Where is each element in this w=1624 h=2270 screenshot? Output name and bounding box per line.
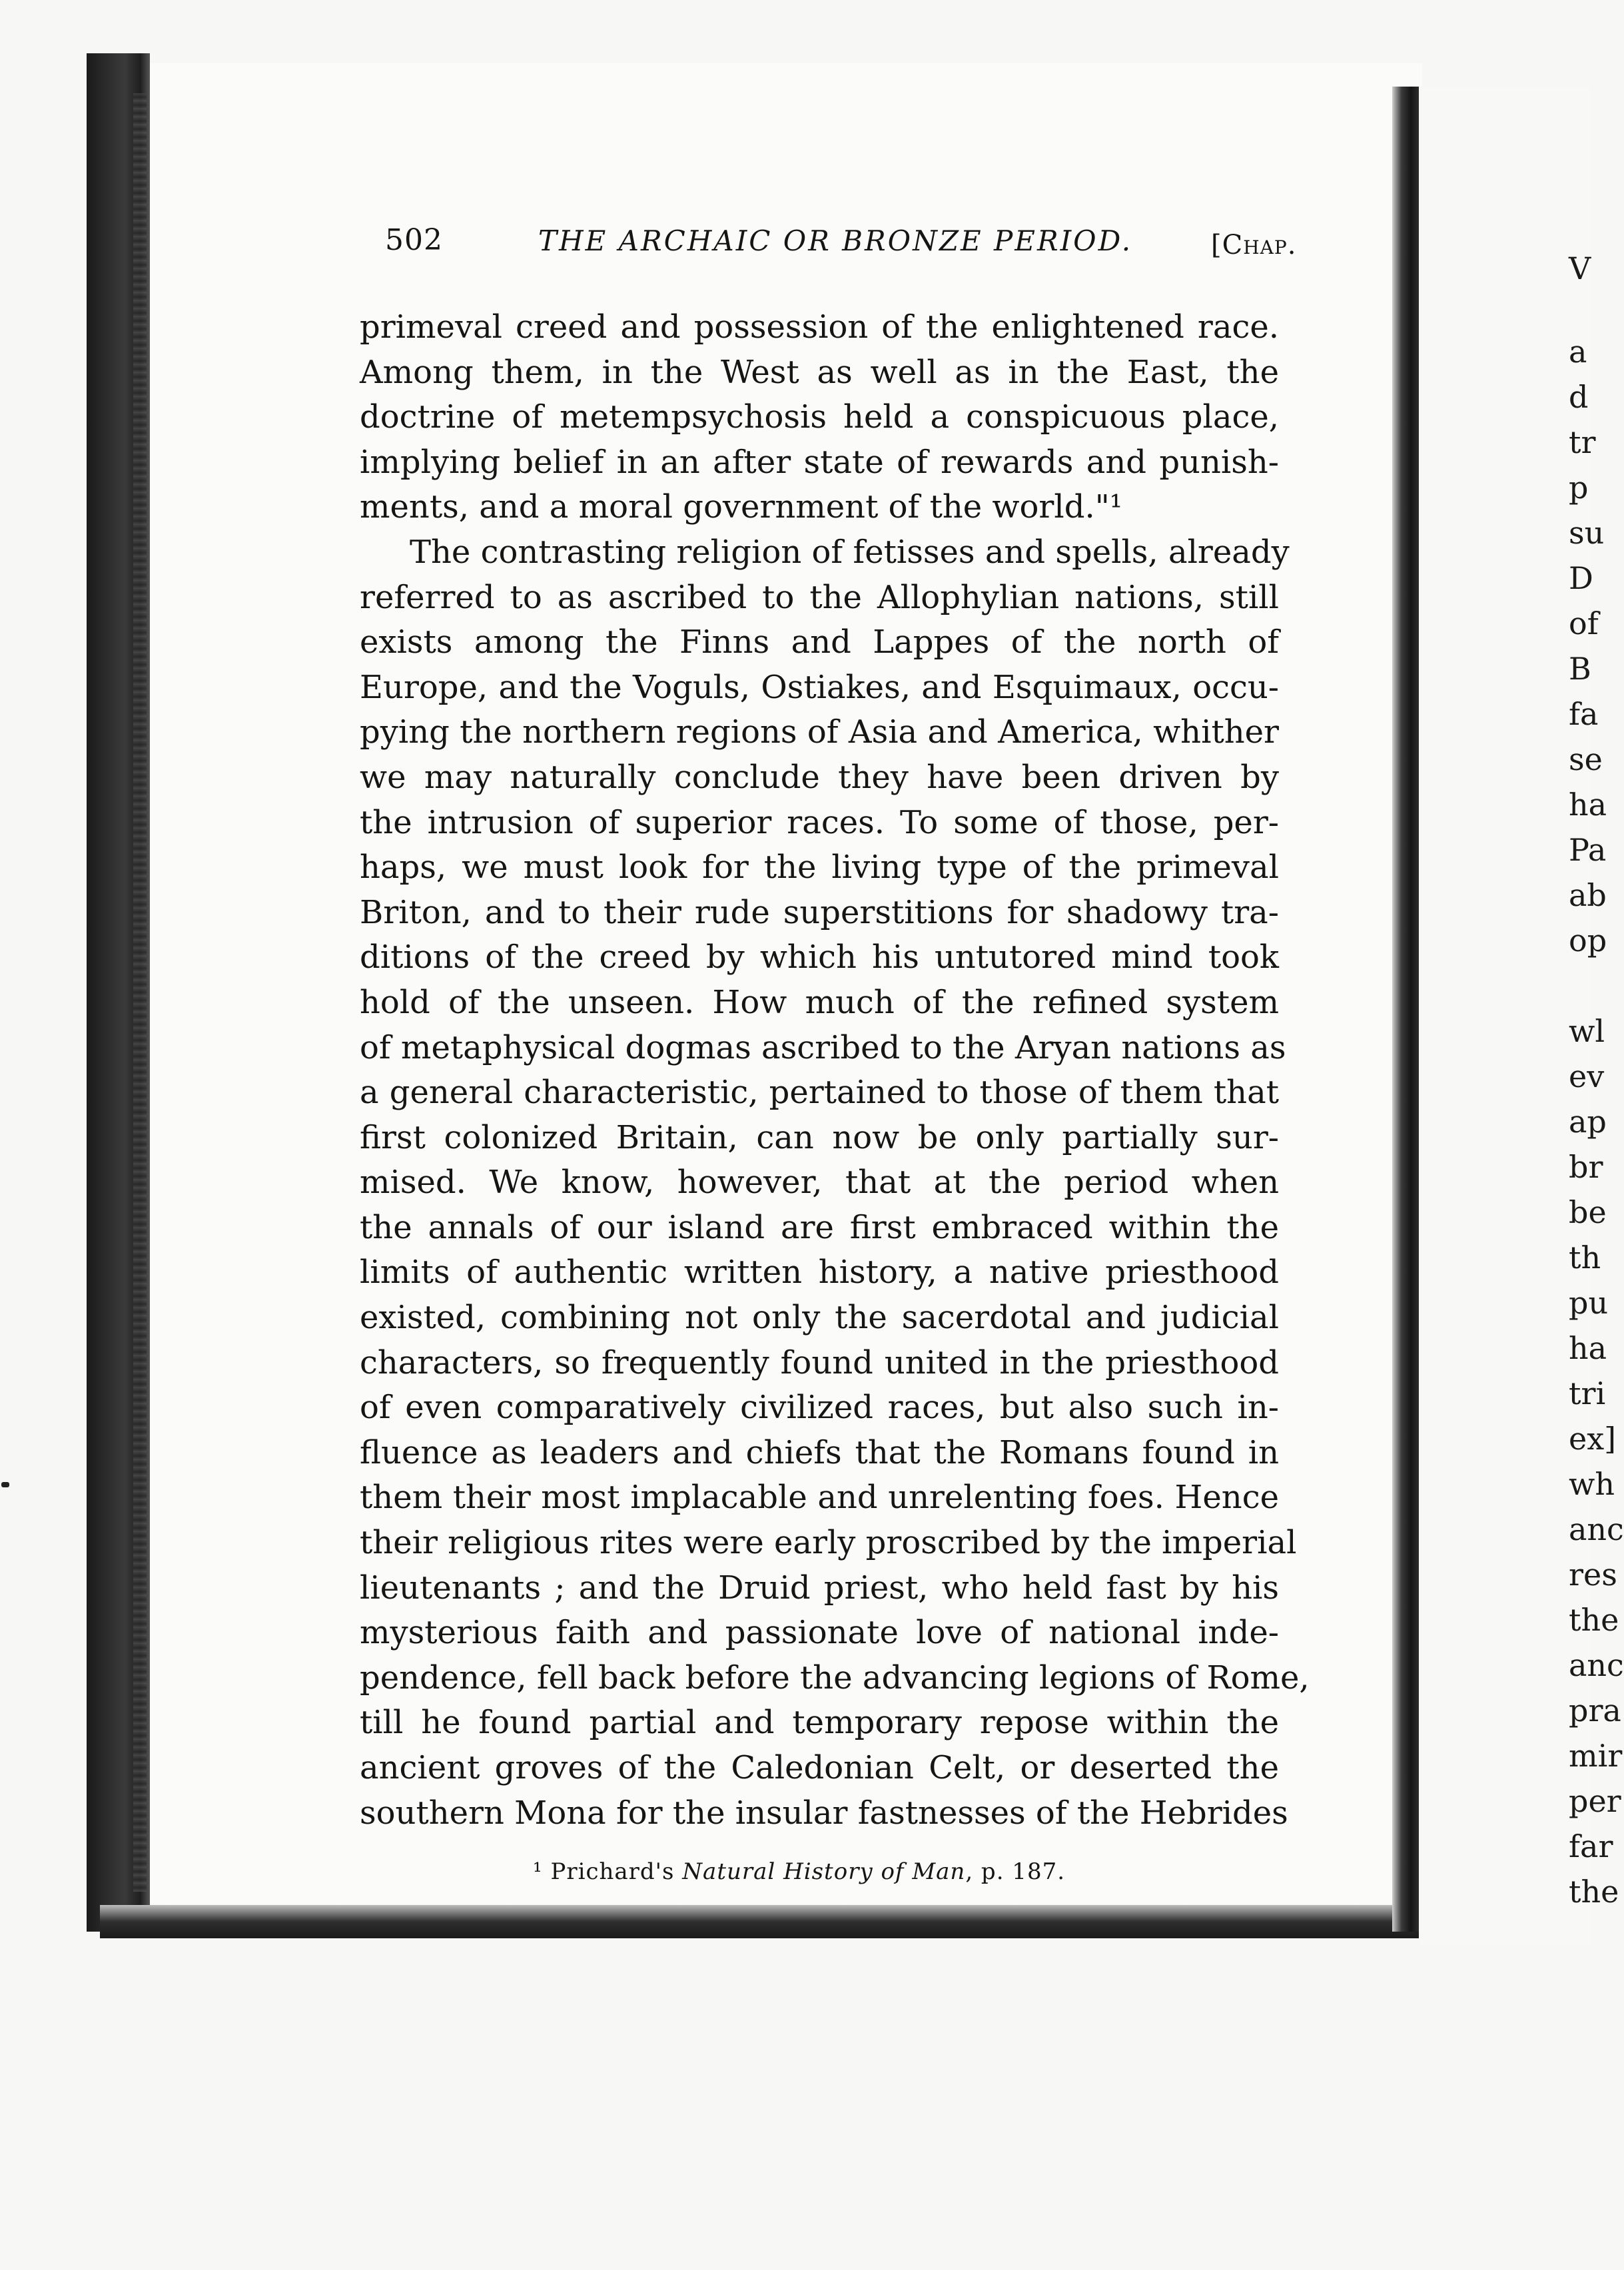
spine-edge bbox=[133, 93, 147, 1892]
facing-page-line-fragment: pu bbox=[1569, 1285, 1609, 1321]
text-line: first colonized Britain, can now be only partially sur- bbox=[360, 1118, 1279, 1156]
text-line: hold of the unseen. How much of the refined system bbox=[360, 983, 1279, 1021]
facing-page-line-fragment: wl bbox=[1569, 1013, 1605, 1049]
facing-page-line-fragment: pra bbox=[1569, 1693, 1621, 1728]
text-line: of even comparatively civilized races, but also such in- bbox=[360, 1389, 1279, 1427]
facing-page-line-fragment: tri bbox=[1569, 1375, 1606, 1411]
text-line: lieutenants ; and the Druid priest, who held fast by his bbox=[360, 1569, 1279, 1607]
facing-page-line-fragment: ha bbox=[1569, 1330, 1607, 1366]
facing-page-line-fragment: tr bbox=[1569, 424, 1596, 460]
facing-page-line-fragment: the bbox=[1569, 1874, 1619, 1910]
text-line: a general characteristic, pertained to those of them that bbox=[360, 1074, 1279, 1112]
text-line: we may naturally conclude they have been driven by bbox=[360, 758, 1279, 796]
text-line: of metaphysical dogmas ascribed to the Aryan nations as bbox=[360, 1028, 1286, 1066]
facing-page-line-fragment: su bbox=[1569, 515, 1605, 551]
facing-page-line-fragment: ap bbox=[1569, 1104, 1607, 1140]
facing-page-line-fragment: ha bbox=[1569, 787, 1607, 823]
facing-page-line-fragment: ex] bbox=[1569, 1421, 1617, 1457]
facing-page-line-fragment: ev bbox=[1569, 1058, 1605, 1094]
text-line: implying belief in an after state of rewards and punish- bbox=[360, 443, 1279, 481]
text-line: their religious rites were early proscribed by the imperial bbox=[360, 1524, 1297, 1562]
text-line: doctrine of metempsychosis held a conspicuous place, bbox=[360, 398, 1279, 436]
text-line: the intrusion of superior races. To some of those, per- bbox=[360, 803, 1279, 841]
text-line: them their most implacable and unrelenting foes. Hence bbox=[360, 1479, 1279, 1517]
page-bottom-edge bbox=[100, 1905, 1425, 1938]
facing-page-line-fragment: op bbox=[1569, 923, 1607, 958]
facing-page-line-fragment: fa bbox=[1569, 696, 1599, 732]
text-line: Briton, and to their rude superstitions for shadowy tra- bbox=[360, 893, 1279, 931]
footnote-marker: ¹ bbox=[533, 1858, 543, 1885]
text-line: ancient groves of the Caledonian Celt, or deserted the bbox=[360, 1749, 1279, 1786]
text-line: till he found partial and temporary repose within the bbox=[360, 1704, 1279, 1742]
facing-page-line-fragment: th bbox=[1569, 1240, 1601, 1276]
facing-page-line-fragment: a bbox=[1569, 334, 1587, 370]
facing-page-line-fragment: br bbox=[1569, 1149, 1603, 1185]
facing-page-header-fragment: V bbox=[1569, 250, 1591, 286]
body-text bbox=[360, 305, 1310, 1836]
facing-page-line-fragment: of bbox=[1569, 605, 1599, 641]
text-line: The contrasting religion of fetisses and spells, already bbox=[410, 533, 1290, 571]
text-line: ments, and a moral government of the world."¹ bbox=[360, 488, 1123, 526]
text-line: exists among the Finns and Lappes of the north of bbox=[360, 623, 1279, 661]
text-line: haps, we must look for the living type of the primeval bbox=[360, 849, 1279, 887]
footnote-title: Natural History of Man bbox=[682, 1858, 966, 1885]
facing-page-line-fragment: ab bbox=[1569, 877, 1607, 913]
page-number: 502 bbox=[385, 223, 443, 257]
footnote bbox=[533, 1858, 1065, 1885]
text-line: referred to as ascribed to the Allophylian nations, still bbox=[360, 578, 1279, 616]
facing-page-line-fragment: wh bbox=[1569, 1466, 1615, 1502]
page-gutter bbox=[1392, 87, 1419, 1932]
chapter-marker: [Chap. bbox=[1211, 230, 1297, 260]
facing-page-line-fragment: p bbox=[1569, 470, 1589, 506]
running-head bbox=[385, 223, 1298, 263]
text-line: characters, so frequently found united in the priesthood bbox=[360, 1343, 1279, 1381]
text-line: mysterious faith and passionate love of national inde- bbox=[360, 1614, 1279, 1652]
facing-page-line-fragment: per bbox=[1569, 1783, 1621, 1819]
scan-speck bbox=[1, 1482, 9, 1487]
facing-page-line-fragment: D bbox=[1569, 560, 1593, 596]
facing-page-line-fragment: mir bbox=[1569, 1738, 1623, 1774]
text-line: limits of authentic written history, a native priesthood bbox=[360, 1254, 1279, 1292]
text-line: existed, combining not only the sacerdotal and judicial bbox=[360, 1299, 1279, 1337]
facing-page-line-fragment: the bbox=[1569, 1602, 1619, 1638]
text-line: ditions of the creed by which his untutored mind took bbox=[360, 939, 1279, 976]
footnote-text-before: Prichard's bbox=[542, 1858, 683, 1885]
footnote-text-after: , p. 187. bbox=[965, 1858, 1066, 1885]
facing-page-line-fragment: res bbox=[1569, 1557, 1617, 1593]
facing-page-line-fragment: anc bbox=[1569, 1647, 1624, 1683]
text-line: pendence, fell back before the advancing legions of Rome, bbox=[360, 1659, 1310, 1697]
text-line: southern Mona for the insular fastnesses of the Hebrides bbox=[360, 1794, 1288, 1832]
facing-page-line-fragment: B bbox=[1569, 651, 1591, 687]
facing-page-line-fragment: far bbox=[1569, 1828, 1613, 1864]
facing-page bbox=[1419, 87, 1591, 1945]
facing-page-line-fragment: d bbox=[1569, 379, 1589, 415]
running-title: THE ARCHAIC OR BRONZE PERIOD. bbox=[538, 224, 1133, 257]
facing-page-line-fragment: Pa bbox=[1569, 832, 1607, 868]
text-line: mised. We know, however, that at the period when bbox=[360, 1164, 1279, 1202]
facing-page-line-fragment: se bbox=[1569, 741, 1603, 777]
text-line: the annals of our island are first embraced within the bbox=[360, 1208, 1279, 1246]
facing-page-line-fragment: be bbox=[1569, 1194, 1607, 1230]
text-line: pying the northern regions of Asia and America, whither bbox=[360, 713, 1279, 751]
facing-page-line-fragment: anc bbox=[1569, 1511, 1624, 1547]
text-line: fluence as leaders and chiefs that the Romans found in bbox=[360, 1433, 1279, 1471]
text-line: Europe, and the Voguls, Ostiakes, and Esquimaux, occu- bbox=[360, 668, 1279, 706]
text-line: Among them, in the West as well as in the East, the bbox=[360, 353, 1279, 391]
text-line: primeval creed and possession of the enlightened race. bbox=[360, 308, 1279, 346]
